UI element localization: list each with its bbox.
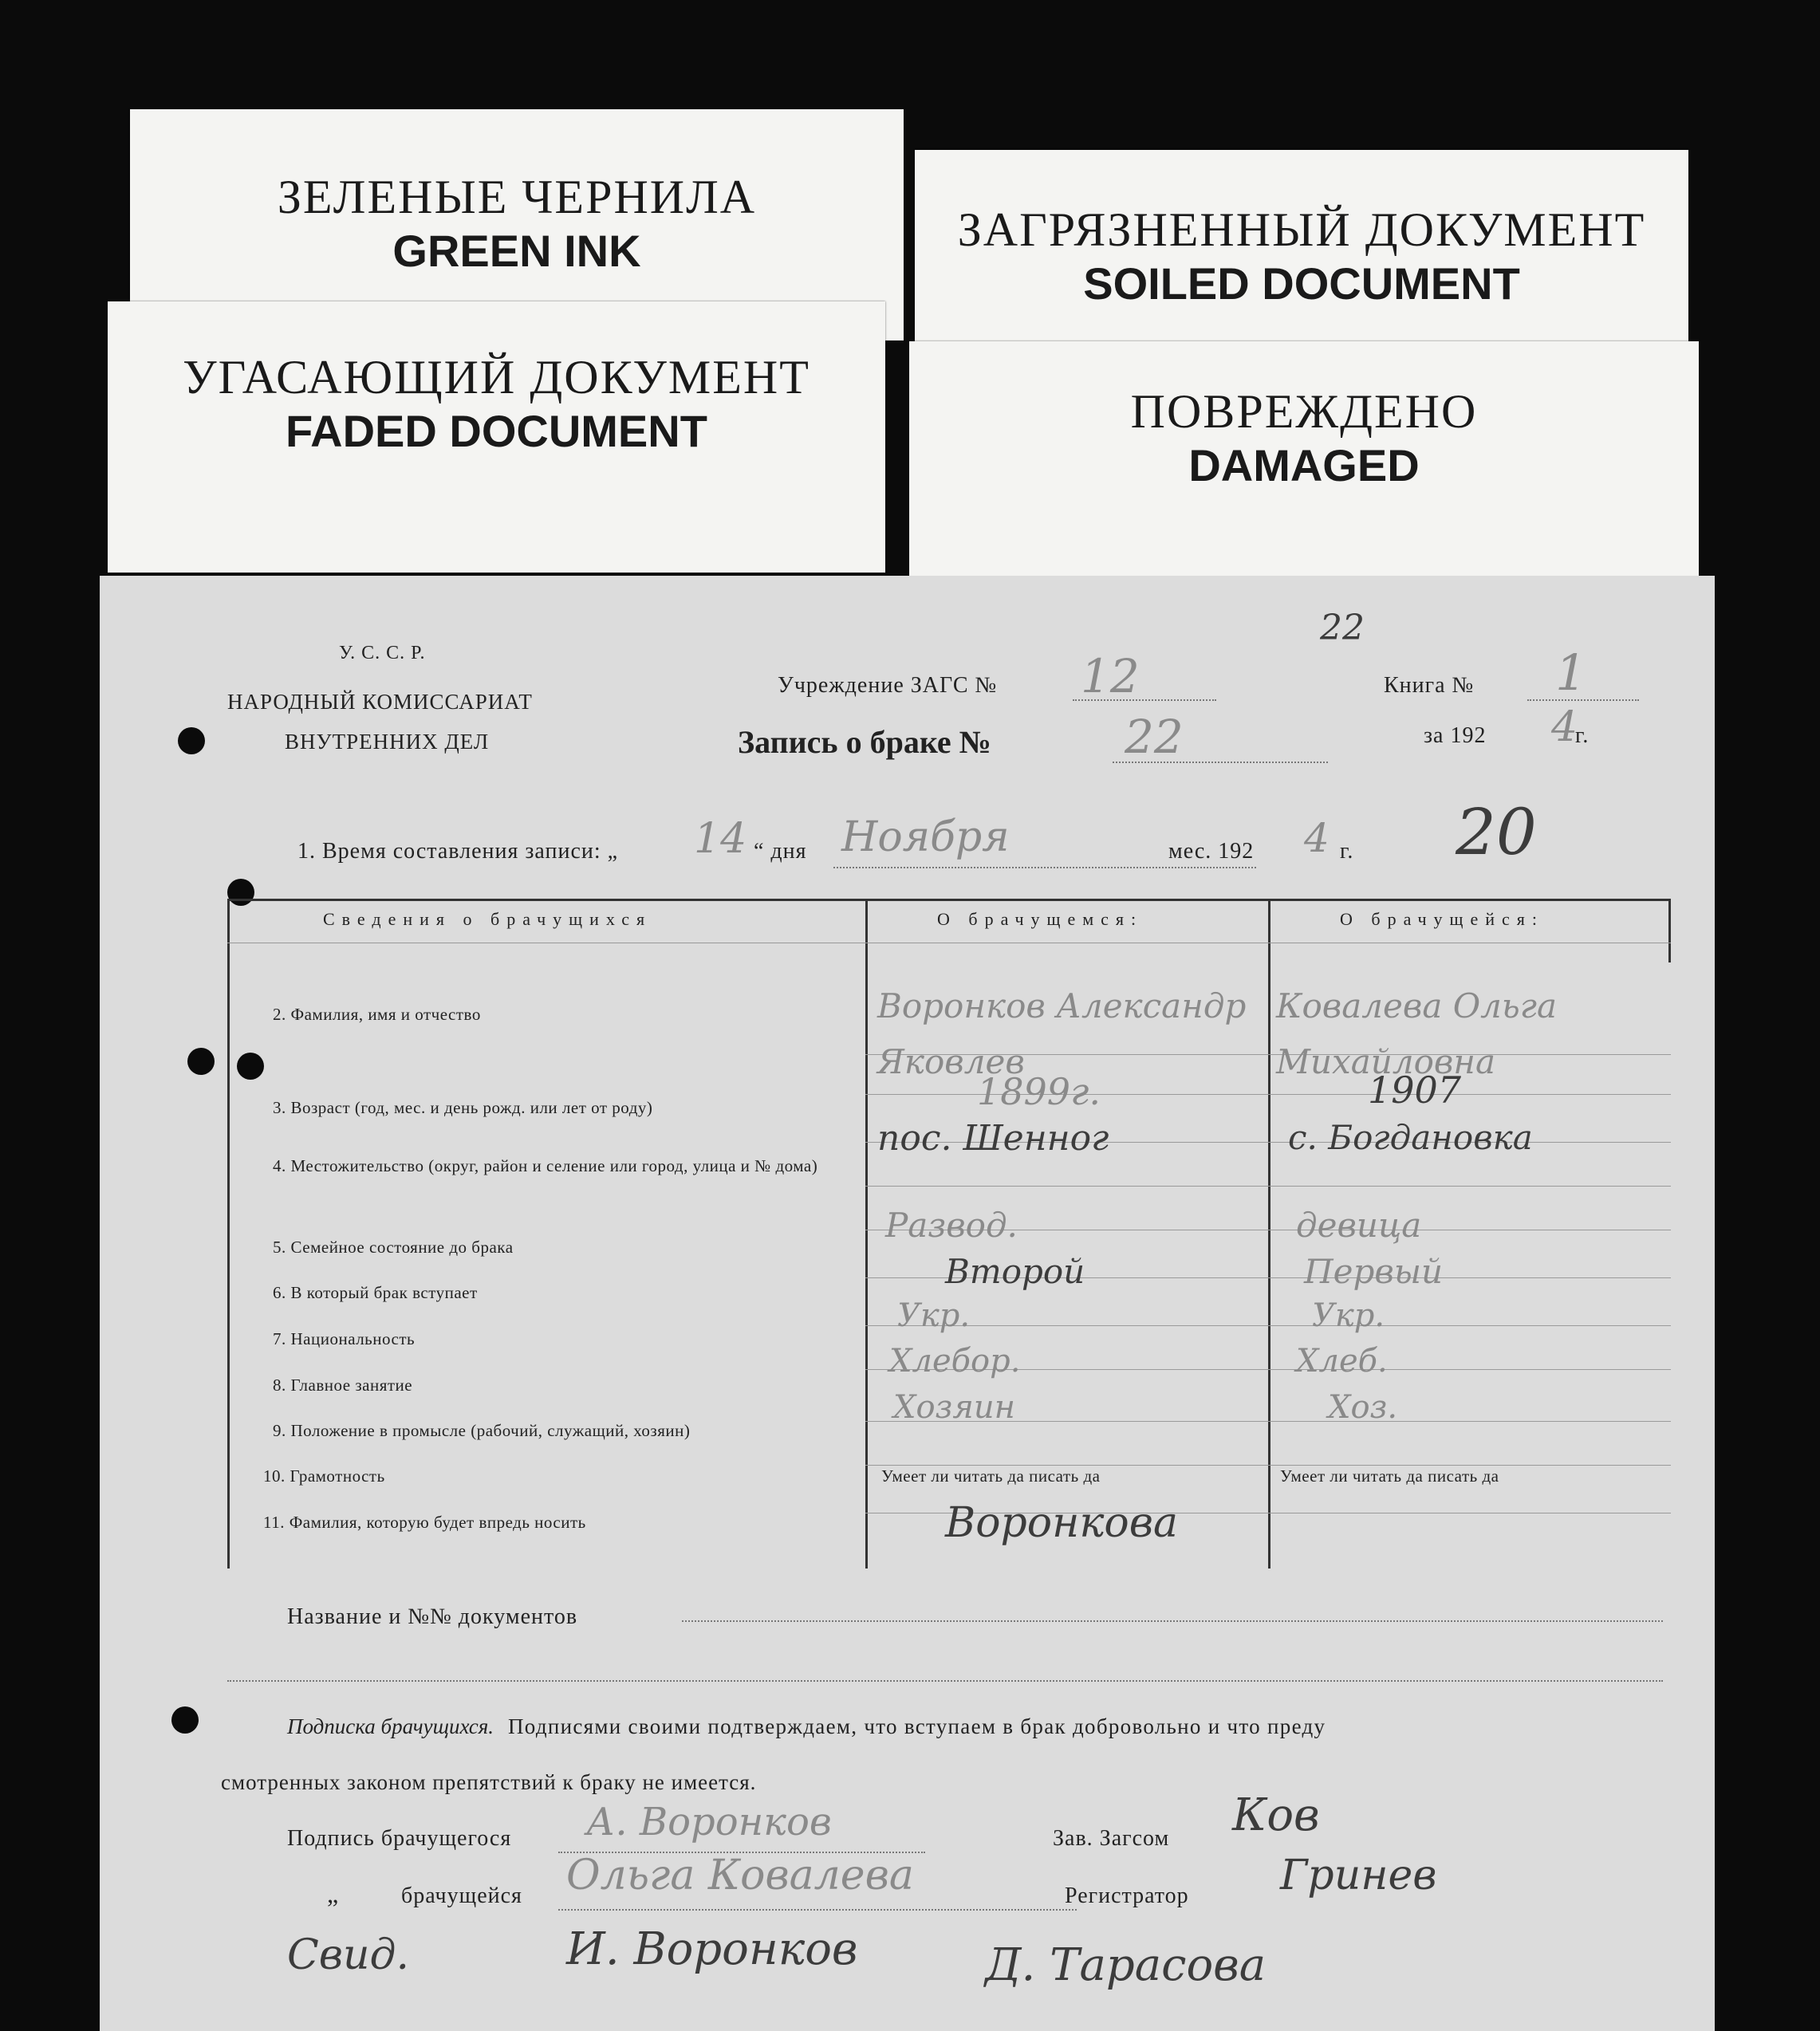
side-number: 20 [1456, 795, 1537, 869]
zags-label: Учреждение ЗАГС № [778, 673, 998, 698]
time-day-word: “ дня [754, 839, 807, 864]
time-month: Ноября [841, 813, 1010, 861]
row-label-surname: 11. Фамилия, которую будет впредь носить [263, 1513, 586, 1532]
declaration-title: Подписка брачущихся. [287, 1714, 494, 1738]
punch-hole [178, 727, 205, 754]
damaged-card [909, 341, 1699, 588]
punch-hole [237, 1053, 264, 1080]
time-day: 14 [694, 815, 747, 863]
year-prefix: за 192 [1424, 723, 1487, 748]
record-title: Запись о браке № [738, 724, 991, 760]
witness-2-signature: Д. Тарасова [985, 1939, 1267, 1991]
groom-name: Воронков Александр Яковлев [877, 986, 1247, 1081]
faded-document-card [108, 301, 885, 573]
documents-label: Название и №№ документов [287, 1604, 578, 1629]
card-ru-label: ПОВРЕЖДЕНО [1130, 385, 1478, 438]
ussr-label: У. С. С. Р. [339, 643, 426, 663]
row-label-position: 9. Положение в промысле (рабочий, служащий, хозяин) [273, 1421, 691, 1440]
time-label: 1. Время составления записи: „ [297, 839, 619, 864]
row-label-marriage-count: 6. В который брак вступает [273, 1283, 478, 1302]
record-number: 22 [1125, 710, 1184, 764]
book-number: 1 [1555, 644, 1587, 702]
row-label-age: 3. Возраст (год, мес. и день рожд. или лет от роду) [273, 1098, 653, 1117]
bride-marital: девица [1296, 1206, 1422, 1245]
time-g: г. [1340, 839, 1354, 864]
time-mes: мес. 192 [1168, 839, 1255, 864]
bride-age: 1907 [1368, 1069, 1462, 1112]
row-label-occupation: 8. Главное занятие [273, 1376, 413, 1395]
groom-residence: пос. Шенног [877, 1118, 1109, 1159]
groom-signature: А. Воронков [586, 1800, 832, 1844]
corner-number: 22 [1320, 608, 1365, 648]
card-en-label: GREEN INK [392, 226, 641, 276]
col-header-groom: О брачущемся: [937, 909, 1144, 929]
registrar-label: Регистратор [1065, 1883, 1189, 1908]
groom-occupation: Хлебор. [889, 1343, 1021, 1380]
card-en-label: FADED DOCUMENT [286, 406, 707, 456]
head-label: Зав. Загсом [1053, 1826, 1170, 1851]
book-label: Книга № [1384, 673, 1475, 698]
bride-signature-label: брачущейся [401, 1883, 522, 1908]
row-label-marital: 5. Семейное состояние до брака [273, 1238, 514, 1257]
bride-quote-mark: „ [327, 1879, 340, 1908]
groom-marital: Развод. [885, 1206, 1018, 1245]
registrar-signature: Гринев [1280, 1852, 1437, 1899]
bride-signature: Ольга Ковалева [566, 1852, 914, 1899]
bride-residence: с. Богдановка [1288, 1118, 1533, 1157]
punch-hole [187, 1048, 215, 1075]
year-suffix: г. [1575, 723, 1590, 748]
punch-hole [227, 879, 254, 906]
bride-name: Ковалева Ольга Михайловна [1276, 986, 1558, 1081]
bride-position: Хоз. [1328, 1389, 1398, 1426]
row-label-name: 2. Фамилия, имя и отчество [273, 1005, 481, 1024]
row-label-nationality: 7. Национальность [273, 1329, 416, 1348]
card-ru-label: ЗАГРЯЗНЕННЫЙ ДОКУМЕНТ [957, 203, 1646, 256]
internal-affairs-label: ВНУТРЕННИХ ДЕЛ [285, 730, 490, 754]
head-signature: Ков [1232, 1789, 1320, 1841]
card-ru-label: УГАСАЮЩИЙ ДОКУМЕНТ [183, 351, 810, 403]
declaration-text: Подписями своими подтверждаем, что вступаем в брак добровольно и что преду [508, 1714, 1326, 1738]
future-surname: Воронкова [945, 1499, 1178, 1547]
col-header-info: Сведения о брачущихся [323, 909, 652, 929]
card-en-label: DAMAGED [1188, 440, 1420, 490]
bride-occupation: Хлеб. [1296, 1343, 1388, 1380]
zags-number: 12 [1081, 649, 1140, 703]
witness-label: Свид. [287, 1931, 410, 1979]
time-year-digit: 4 [1304, 815, 1330, 861]
groom-literacy: Умеет ли читать да писать да [881, 1466, 1101, 1486]
groom-nationality: Укр. [897, 1297, 971, 1334]
groom-position: Хозяин [893, 1389, 1015, 1426]
year-digit: 4 [1551, 703, 1578, 751]
col-header-bride: О брачущейся: [1340, 909, 1545, 929]
punch-hole [171, 1706, 199, 1734]
card-en-label: SOILED DOCUMENT [1083, 258, 1520, 309]
bride-nationality: Укр. [1312, 1297, 1385, 1334]
row-label-literacy: 10. Грамотность [263, 1466, 385, 1486]
declaration-text-2: смотренных законом препятствий к браку не имеется. [221, 1770, 757, 1794]
bride-literacy: Умеет ли читать да писать да [1280, 1466, 1499, 1486]
bride-marriage-count: Первый [1304, 1252, 1444, 1291]
marriage-record-form [100, 576, 1715, 2031]
groom-signature-label: Подпись брачущегося [287, 1826, 512, 1851]
row-label-residence: 4. Местожительство (округ, район и селение или город, улица и № дома) [273, 1156, 818, 1175]
witness-1-signature: И. Воронков [566, 1923, 858, 1975]
commissariat-label: НАРОДНЫЙ КОМИССАРИАТ [227, 690, 533, 714]
card-ru-label: ЗЕЛЕНЫЕ ЧЕРНИЛА [277, 171, 757, 223]
groom-age: 1899г. [977, 1070, 1101, 1113]
groom-marriage-count: Второй [945, 1252, 1085, 1291]
